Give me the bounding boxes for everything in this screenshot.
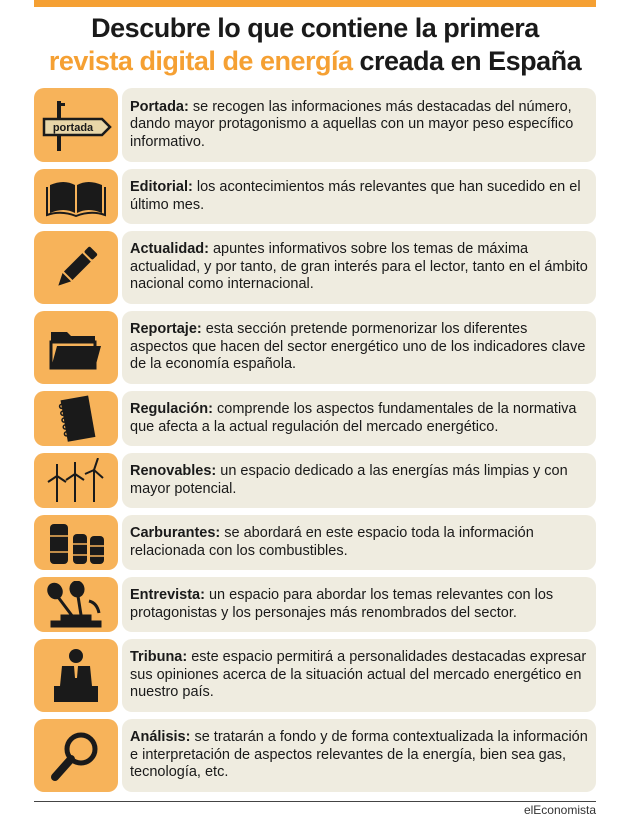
section-desc: se abordará en este espacio toda la información relacionada con los combustibles.	[130, 525, 534, 559]
section-title: Tribuna:	[130, 649, 188, 666]
section-text	[122, 231, 596, 304]
section-icon-box	[34, 515, 118, 570]
section-portada	[34, 88, 596, 162]
section-text	[122, 88, 596, 162]
section-carburantes	[34, 515, 596, 570]
section-icon-box	[34, 169, 118, 224]
section-icon-box	[34, 311, 118, 384]
speaker-podium-icon	[50, 648, 102, 704]
section-desc: los acontecimientos más relevantes que han sucedido en el último mes.	[130, 179, 581, 213]
section-text	[122, 515, 596, 570]
section-text	[122, 639, 596, 712]
section-title: Portada:	[130, 98, 189, 115]
section-icon-box	[34, 391, 118, 446]
section-text	[122, 391, 596, 446]
section-regulacion	[34, 391, 596, 446]
section-title: Carburantes:	[130, 525, 221, 541]
section-desc: un espacio dedicado a las energías más limpias y con mayor potencial.	[130, 463, 568, 497]
section-desc: se tratarán a fondo y de forma contextualizada la información e interpretación de aspectos relevantes de la energía, bien sea gas, tecnología, etc.	[130, 729, 588, 781]
oil-barrels-icon	[46, 520, 106, 566]
open-book-icon	[46, 177, 106, 217]
footer-divider	[34, 801, 596, 802]
section-text	[122, 311, 596, 384]
section-text	[122, 169, 596, 224]
pencil-icon	[51, 243, 101, 293]
section-actualidad	[34, 231, 596, 304]
section-editorial	[34, 169, 596, 224]
section-desc: esta sección pretende pormenorizar los diferentes aspectos que hacen del sector energético uno de los indicadores clave de la economía española.	[130, 321, 586, 373]
section-icon-box	[34, 453, 118, 508]
section-icon-box	[34, 639, 118, 712]
section-icon-box	[34, 719, 118, 792]
section-icon-box	[34, 88, 118, 162]
sections-list	[34, 88, 596, 799]
section-tribuna	[34, 639, 596, 712]
section-reportaje	[34, 311, 596, 384]
footer-brand: elEconomista	[523, 803, 596, 817]
section-title: Reportaje:	[130, 321, 202, 338]
magnifier-icon	[49, 729, 103, 783]
signpost-icon	[40, 97, 112, 153]
section-title: Regulación:	[130, 401, 213, 417]
folder-icon	[49, 326, 103, 370]
section-title: Entrevista:	[130, 587, 205, 603]
section-title: Editorial:	[130, 179, 193, 195]
section-icon-box	[34, 231, 118, 304]
section-desc: se recogen las informaciones más destacadas del número, dando mayor protagonismo a aquellas con un mayor peso específico informativo.	[130, 98, 574, 150]
section-text	[122, 577, 596, 632]
signpost-label: portada	[52, 122, 94, 134]
section-analisis	[34, 719, 596, 792]
page-title	[0, 12, 630, 78]
microphones-icon	[43, 581, 109, 629]
section-icon-box	[34, 577, 118, 632]
section-title: Análisis:	[130, 729, 191, 746]
section-desc: un espacio para abordar los temas relevantes con los protagonistas y los personajes más renombrados del sector.	[130, 587, 554, 621]
wind-turbines-icon	[45, 458, 107, 504]
section-desc: este espacio permitirá a personalidades destacadas expresar sus opiniones acerca de la situación actual del mercado energético en nuestro país.	[130, 649, 587, 701]
section-title: Actualidad:	[130, 241, 209, 258]
section-title: Renovables:	[130, 463, 217, 479]
section-entrevista	[34, 577, 596, 632]
title-highlight: revista digital de energía	[48, 46, 353, 76]
notebook-icon	[54, 394, 98, 444]
section-text	[122, 719, 596, 792]
section-desc: apuntes informativos sobre los temas de máxima actualidad, y por tanto, de gran interés para el lector, tanto en el ámbito nacional como internacional.	[130, 241, 588, 293]
section-renovables	[34, 453, 596, 508]
title-rest: creada en España	[352, 46, 582, 76]
title-line-1: Descubre lo que contiene la primera	[91, 13, 539, 43]
top-accent-bar	[34, 0, 596, 7]
section-desc: comprende los aspectos fundamentales de la normativa que afecta a la actual regulación del mercado energético.	[130, 401, 577, 435]
section-text	[122, 453, 596, 508]
